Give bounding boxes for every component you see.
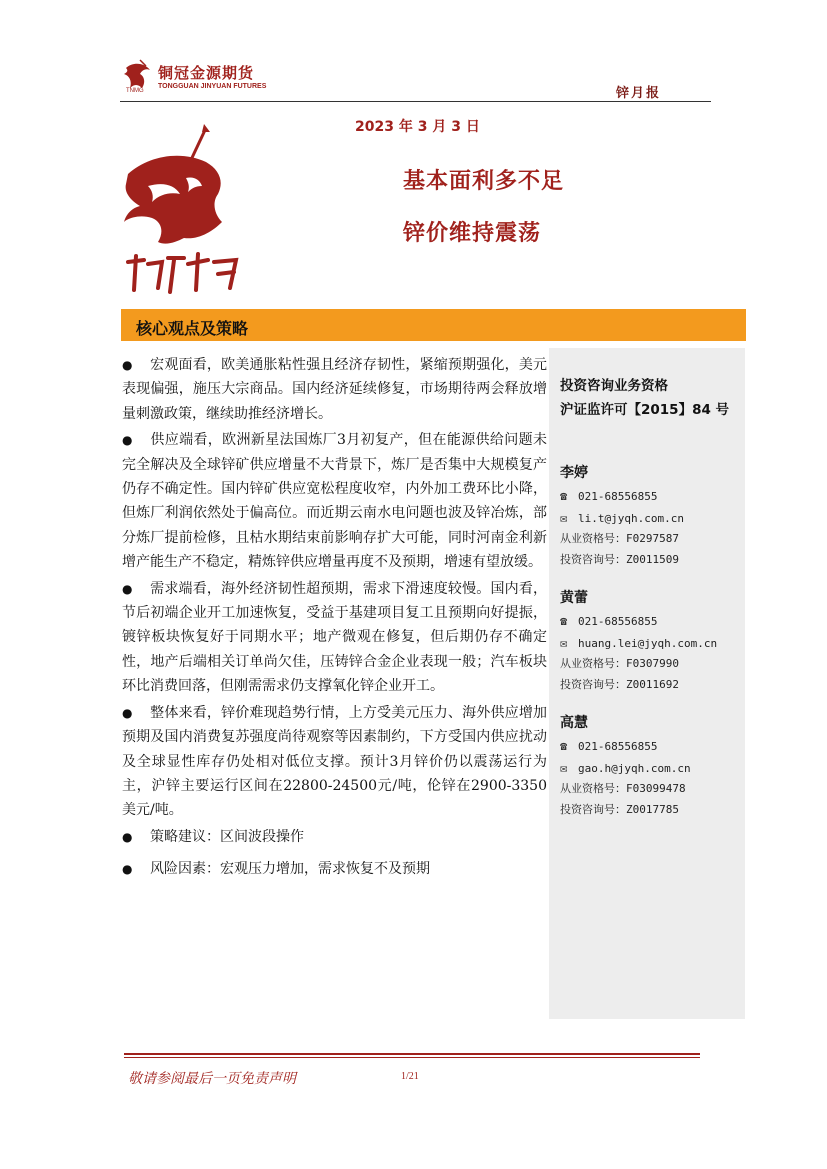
- phone-icon: ☎: [560, 614, 568, 628]
- email-icon: ✉: [560, 510, 568, 525]
- analyst-email[interactable]: gao.h@jyqh.com.cn: [578, 761, 691, 775]
- bullet-icon: ●: [122, 433, 133, 448]
- analyst-name: 高慧: [560, 715, 588, 731]
- header-divider: [120, 101, 711, 102]
- disclaimer-note: 敬请参阅最后一页免责声明: [128, 1071, 296, 1087]
- paragraph-overall: ● 整体来看，锌价难现趋势行情，上方受美元压力、海外供应增加预期及国内消费复苏强度尚待观察等因素制约，下方受国内供应扰动及全球显性库存仍处相对低位支撑。预计3月锌价仍以震荡运行为主，沪锌主要运行区间在22800-24500元/吨，伦锌在2900-3350美元/吨。: [122, 701, 547, 823]
- company-name-en: TONGGUAN JINYUAN FUTURES: [158, 83, 267, 90]
- analyst-phone: 021-68556855: [578, 490, 658, 503]
- bullet-icon: ●: [122, 705, 133, 720]
- bullet-icon: ●: [122, 358, 133, 372]
- bullet-icon: ●: [122, 829, 133, 844]
- risk-item: ● 风险因素：宏观压力增加，需求恢复不及预期: [122, 857, 547, 881]
- analyst-name: 李婷: [560, 465, 588, 481]
- footer-divider: [124, 1053, 700, 1055]
- paragraph-supply: ● 供应端看，欧洲新星法国炼厂3月初复产，但在能源供给问题未完全解决及全球锌矿供应增量不大背景下，炼厂是否集中大规模复产仍存不确定性。国内锌矿供应宽松程度收窄，内外加工费环比小降，但炼厂利润依然处于偏高位。而近期云南水电问题也波及锌冶炼，部分炼厂提前检修，且枯水期结束前影响存扩大可能，同时河南金利新增产能生产不稳定，精炼锌供应增量再度不及预期，增速有望放缓。: [122, 428, 547, 574]
- bullet-icon: ●: [122, 581, 133, 596]
- phone-icon: ☎: [560, 739, 568, 753]
- page-number: 1/21: [401, 1071, 419, 1082]
- email-icon: ✉: [560, 635, 568, 650]
- qualification-license: 沪证监许可【2015】84 号: [560, 402, 730, 418]
- analyst-license: 从业资格号：F0307990: [560, 657, 679, 670]
- analyst-card: [560, 587, 745, 695]
- analyst-name: 黄蕾: [560, 590, 588, 606]
- analyst-phone: 021-68556855: [578, 740, 658, 753]
- bullet-icon: ●: [122, 862, 133, 877]
- email-icon: ✉: [560, 760, 568, 775]
- analyst-consult-number: 投资咨询号：Z0017785: [560, 802, 679, 816]
- report-title-line2: 锌价维持震荡: [403, 221, 542, 246]
- company-name-cn: 铜冠金源期货: [158, 64, 255, 82]
- core-views-content: [122, 353, 547, 884]
- company-abbr: TNMG: [126, 88, 144, 94]
- report-date: 2023 年 3 月 3 日: [355, 119, 480, 135]
- analyst-email[interactable]: huang.lei@jyqh.com.cn: [578, 636, 718, 650]
- analyst-consult-number: 投资咨询号：Z0011509: [560, 552, 679, 566]
- report-title-line1: 基本面利多不足: [403, 169, 565, 194]
- section-title: 核心观点及策略: [136, 319, 249, 338]
- paragraph-demand: ● 需求端看，海外经济韧性超预期，需求下滑速度较慢。国内看，节后初端企业开工加速恢复，受益于基建项目复工且预期向好提振，镀锌板块恢复好于同期水平；地产微观在修复，但后期仍存不确定性，地产后端相关订单尚欠佳，压铸锌合金企业表现一般；汽车板块环比消费回落，但刚需需求仍支撑氧化锌企业开工。: [122, 577, 547, 699]
- analyst-license: 从业资格号：F0297587: [560, 532, 679, 545]
- qualification-block: [560, 374, 729, 422]
- paragraph-macro: ● 宏观面看，欧美通胀粘性强且经济存韧性，紧缩预期强化，美元表现偏强，施压大宗商品。国内经济延续修复，市场期待两会释放增量刺激政策，继续助推经济增长。: [122, 353, 547, 426]
- phone-icon: ☎: [560, 489, 568, 503]
- analyst-card: [560, 462, 745, 570]
- analyst-email[interactable]: li.t@jyqh.com.cn: [578, 511, 684, 525]
- analyst-consult-number: 投资咨询号：Z0011692: [560, 677, 679, 691]
- analyst-phone: 021-68556855: [578, 615, 658, 628]
- analyst-license: 从业资格号：F03099478: [560, 782, 686, 795]
- footer-divider-thin: [124, 1057, 700, 1058]
- tongling-youse-logo-icon: [118, 122, 258, 302]
- analyst-card: [560, 712, 745, 820]
- strategy-item: ● 策略建议：区间波段操作: [122, 825, 547, 849]
- report-type: 锌月报: [616, 86, 662, 101]
- qualification-title: 投资咨询业务资格: [560, 378, 668, 394]
